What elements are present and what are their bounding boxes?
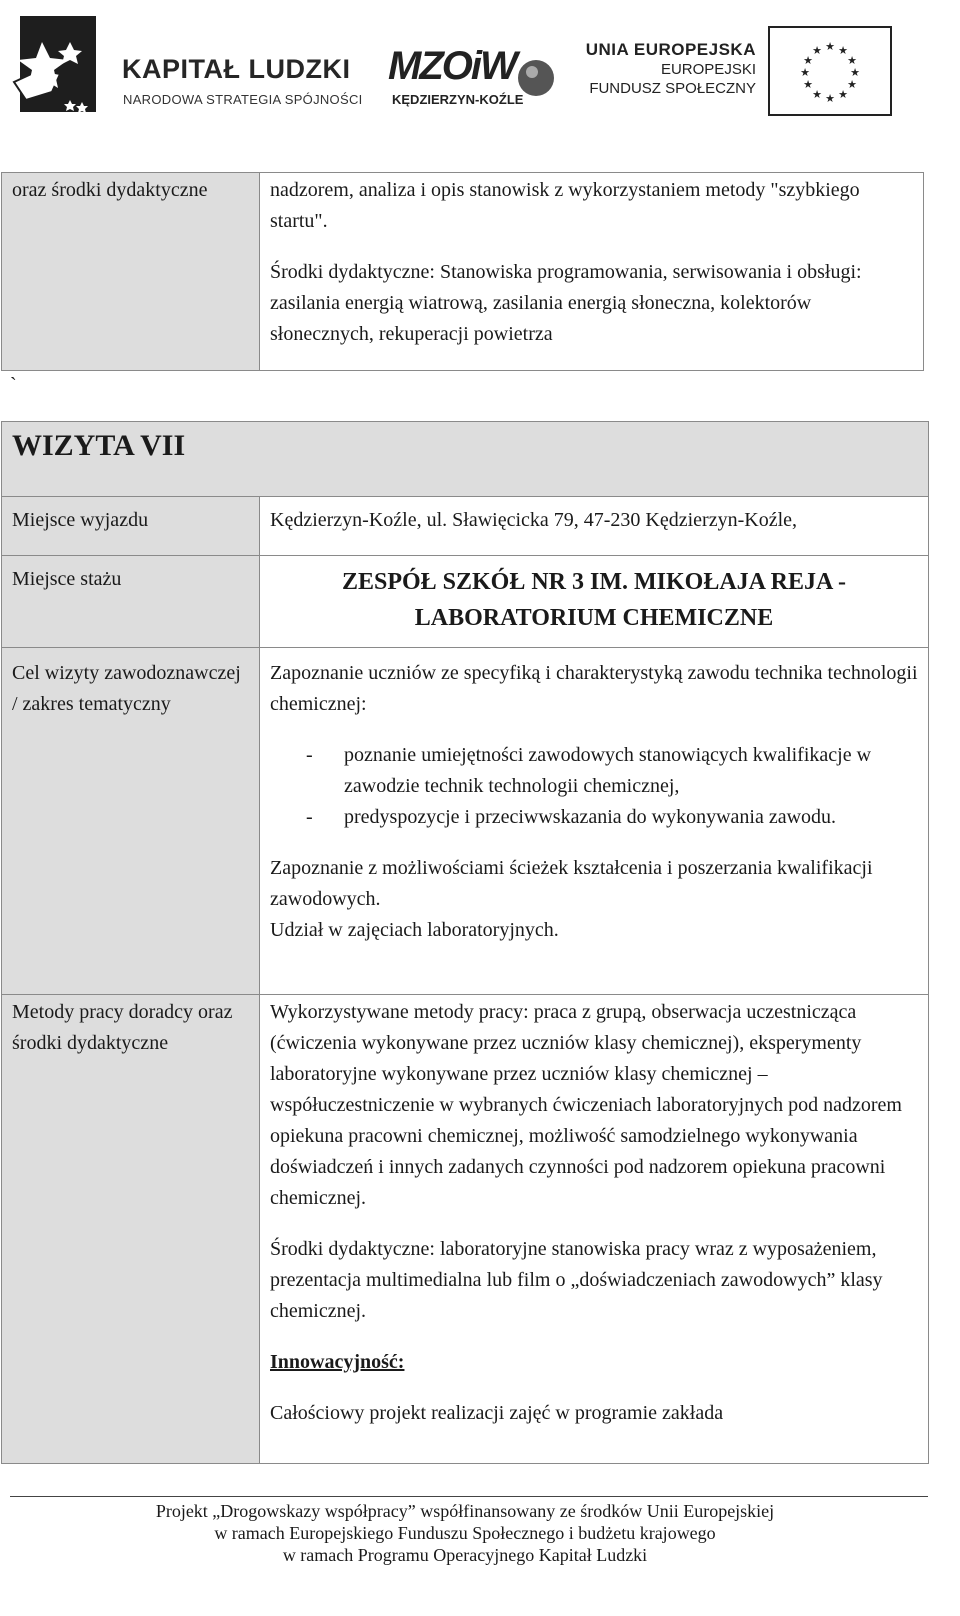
visit-heading-cell bbox=[2, 422, 929, 497]
svg-text:★: ★ bbox=[847, 78, 857, 91]
departure-label: Miejsce wyjazdu bbox=[12, 509, 149, 531]
internship-value: ZESPÓŁ SZKÓŁ NR 3 IM. MIKOŁAJA REJA - LABORATORIUM CHEMICZNE bbox=[341, 569, 847, 631]
previous-visit-table bbox=[1, 172, 924, 371]
svg-text:★: ★ bbox=[800, 66, 810, 79]
goal-label: Cel wizyty zawodoznawczej / zakres tematyczny bbox=[12, 662, 241, 715]
mzoiw-logo bbox=[388, 44, 558, 114]
goal-bullet-text: poznanie umiejętności zawodowych stanowiących kwalifikacje w zawodzie technik technologii chemicznej, bbox=[344, 744, 872, 797]
mzo-subtitle: KĘDZIERZYN-KOŹLE bbox=[392, 92, 524, 107]
methods-label-cell bbox=[2, 995, 260, 1464]
eu-line-1: UNIA EUROPEJSKA bbox=[585, 40, 756, 59]
goal-intro: Zapoznanie uczniów ze specyfiką i charakterystyką zawodu technika technologii chemicznej: bbox=[270, 662, 918, 715]
innovation-heading: Innowacyjność: bbox=[270, 1351, 405, 1373]
methods-paragraph-1: Wykorzystywane metody pracy: praca z grupą, obserwacja uczestnicząca (ćwiczenia wykonywane przez uczniów klasy chemicznej), eksperymenty laboratoryjne wykonywane przez uczniów klasy chemicznej – współuczestniczenie w wybranych ćwiczeniach laboratoryjnych pod nadzorem opiekuna pracowni chemicznej, możliwość samodzielnego wykonywania doświadczeń i innych zadanych czynności pod nadzorem opiekuna pracowni chemicznej. bbox=[270, 1001, 902, 1209]
departure-value-cell bbox=[260, 497, 929, 556]
goal-bullet bbox=[270, 802, 918, 833]
stray-mark: ` bbox=[10, 374, 17, 396]
footer-line-3: w ramach Programu Operacyjnego Kapitał Ludzki bbox=[282, 1545, 648, 1565]
goal-paragraph-2: Zapoznanie z możliwościami ścieżek kształcenia i poszerzania kwalifikacji zawodowych. bbox=[270, 857, 873, 910]
page-header bbox=[0, 0, 960, 145]
svg-text:★: ★ bbox=[812, 88, 822, 101]
svg-text:★: ★ bbox=[838, 88, 848, 101]
prev-content-cell bbox=[260, 173, 924, 371]
prev-paragraph-2: Środki dydaktyczne: Stanowiska programowania, serwisowania i obsługi: zasilania energią wiatrową, zasilania energią słoneczna, kolektorów słonecznych, rekuperacji powietrza bbox=[270, 261, 862, 345]
methods-content-cell bbox=[260, 995, 929, 1464]
footer-line-2: w ramach Europejskiego Funduszu Społecznego i budżetu krajowego bbox=[214, 1523, 716, 1543]
page-footer bbox=[0, 1500, 930, 1566]
kl-title: KAPITAŁ LUDZKI bbox=[122, 54, 351, 84]
footer-divider bbox=[10, 1496, 928, 1497]
kapital-ludzki-logo bbox=[12, 12, 372, 127]
methods-paragraph-2: Środki dydaktyczne: laboratoryjne stanowiska pracy wraz z wyposażeniem, prezentacja multimedialna lub film o „doświadczeniach zawodowych” klasy chemicznej. bbox=[270, 1238, 883, 1322]
methods-label: Metody pracy doradcy oraz środki dydaktyczne bbox=[12, 1001, 233, 1054]
departure-label-cell bbox=[2, 497, 260, 556]
svg-text:★: ★ bbox=[803, 54, 813, 67]
innovation-text: Całościowy projekt realizacji zajęć w programie zakłada bbox=[270, 1402, 724, 1424]
goal-bullet-list bbox=[270, 740, 918, 833]
kapital-ludzki-star-icon bbox=[12, 12, 104, 122]
eu-text bbox=[586, 40, 756, 98]
prev-label: oraz środki dydaktyczne bbox=[12, 179, 208, 201]
goal-bullet-text: predyspozycje i przeciwwskazania do wykonywania zawodu. bbox=[344, 806, 837, 828]
internship-value-cell bbox=[260, 556, 929, 648]
svg-text:★: ★ bbox=[847, 54, 857, 67]
svg-text:★: ★ bbox=[850, 66, 860, 79]
mzo-title: MZOiW bbox=[388, 44, 516, 88]
bullet-dash: - bbox=[306, 806, 313, 828]
internship-label-cell bbox=[2, 556, 260, 648]
eu-line-2: EUROPEJSKI bbox=[660, 61, 756, 78]
prev-paragraph-1: nadzorem, analiza i opis stanowisk z wykorzystaniem metody "szybkiego startu". bbox=[270, 179, 860, 232]
visit-heading: WIZYTA VII bbox=[12, 429, 186, 462]
svg-text:★: ★ bbox=[812, 44, 822, 57]
svg-text:★: ★ bbox=[803, 78, 813, 91]
kl-subtitle: NARODOWA STRATEGIA SPÓJNOŚCI bbox=[123, 92, 363, 107]
eu-line-3: FUNDUSZ SPOŁECZNY bbox=[589, 80, 756, 97]
goal-label-cell bbox=[2, 648, 260, 995]
bullet-dash: - bbox=[306, 744, 313, 766]
eu-flag bbox=[768, 26, 892, 116]
footer-line-1: Projekt „Drogowskazy współpracy” współfinansowany ze środków Unii Europejskiej bbox=[155, 1501, 775, 1521]
goal-content-cell bbox=[260, 648, 929, 995]
goal-bullet bbox=[270, 740, 918, 802]
svg-text:★: ★ bbox=[838, 44, 848, 57]
goal-paragraph-3: Udział w zajęciach laboratoryjnych. bbox=[270, 919, 559, 941]
visit-table bbox=[1, 421, 929, 1464]
internship-label: Miejsce stażu bbox=[12, 568, 122, 590]
eu-stars-icon bbox=[770, 28, 890, 114]
svg-text:★: ★ bbox=[825, 40, 835, 53]
prev-label-cell bbox=[2, 173, 260, 371]
departure-value: Kędzierzyn-Koźle, ul. Sławięcicka 79, 47-230 Kędzierzyn-Koźle, bbox=[270, 509, 798, 531]
svg-text:★: ★ bbox=[825, 92, 835, 105]
